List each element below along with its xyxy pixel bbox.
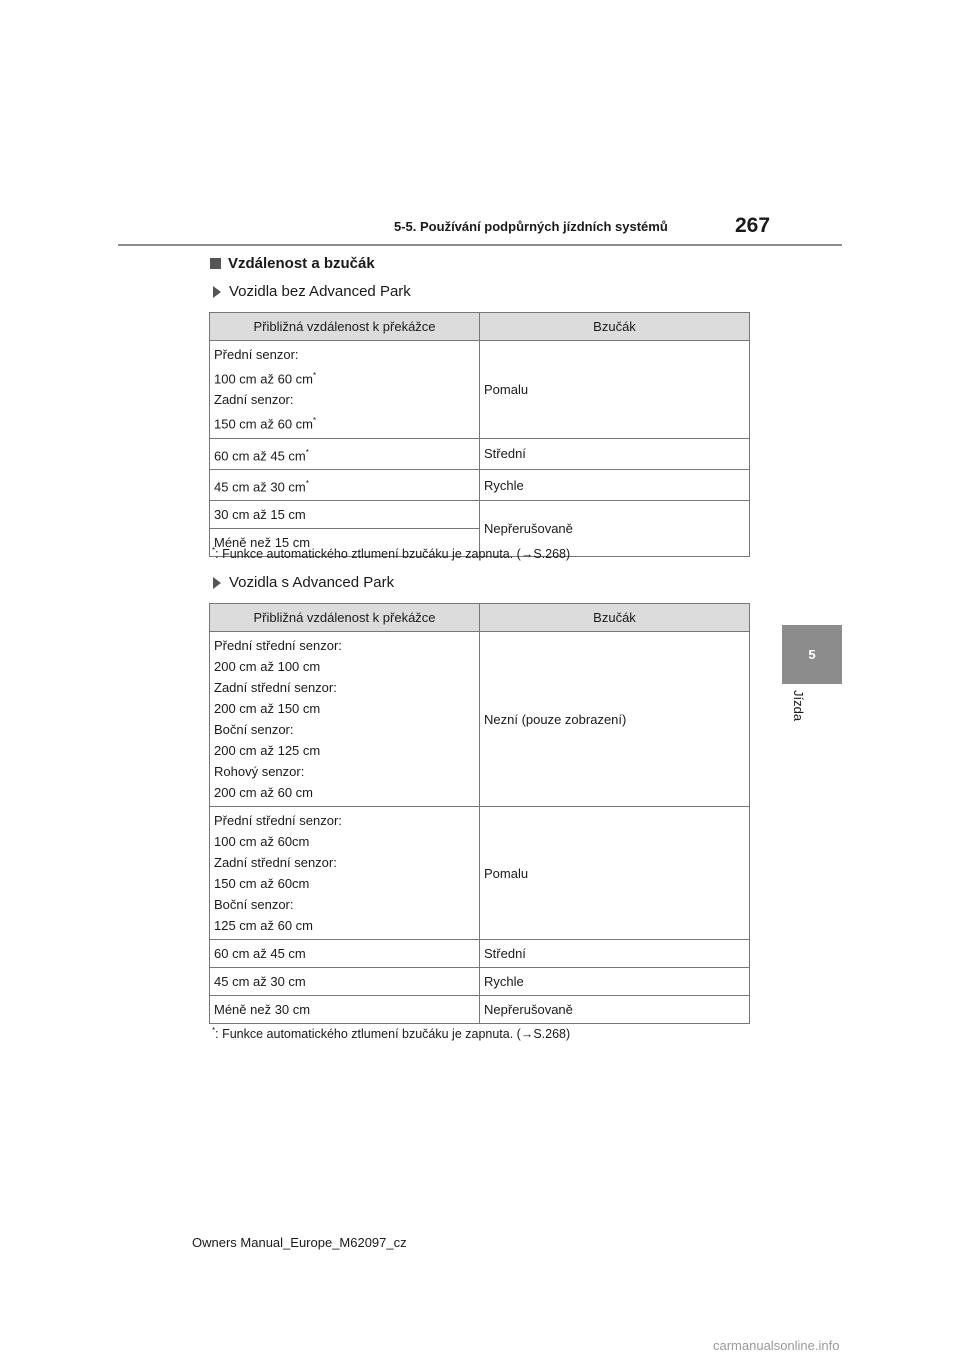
subheading-table1-text: Vozidla bez Advanced Park bbox=[229, 283, 411, 300]
buzzer-cell: Rychle bbox=[480, 469, 750, 500]
cell-line: Boční senzor: bbox=[214, 897, 294, 912]
section-heading-text: Vzdálenost a bzučák bbox=[228, 255, 375, 272]
col-header-buzzer: Bzučák bbox=[480, 604, 750, 632]
cell-line: Zadní střední senzor: bbox=[214, 680, 337, 695]
distance-table-1 bbox=[209, 312, 750, 557]
buzzer-cell: Nepřerušovaně bbox=[480, 501, 750, 557]
cell-line: 125 cm až 60 cm bbox=[214, 918, 313, 933]
distance-cell: 30 cm až 15 cm bbox=[210, 501, 480, 529]
buzzer-cell: Střední bbox=[480, 438, 750, 469]
cell-line: 150 cm až 60cm bbox=[214, 876, 310, 891]
distance-cell: 45 cm až 30 cm* bbox=[210, 469, 480, 500]
buzzer-cell: Pomalu bbox=[480, 341, 750, 439]
cell-line: 100 cm až 60cm bbox=[214, 834, 310, 849]
distance-cell bbox=[210, 807, 480, 940]
watermark: carmanualsonline.info bbox=[713, 1338, 840, 1353]
footnote-mark: * bbox=[305, 447, 309, 457]
cell-line: Rohový senzor: bbox=[214, 764, 305, 779]
table-row bbox=[210, 996, 750, 1024]
buzzer-cell: Nezní (pouze zobrazení) bbox=[480, 632, 750, 807]
section-title: 5-5. Používání podpůrných jízdních systémů bbox=[394, 219, 668, 234]
distance-cell: Méně než 30 cm bbox=[210, 996, 480, 1024]
table-row bbox=[210, 341, 750, 439]
col-header-distance: Přibližná vzdálenost k překážce bbox=[210, 313, 480, 341]
page-number: 267 bbox=[735, 214, 771, 237]
buzzer-cell: Střední bbox=[480, 940, 750, 968]
chapter-label: Jízda bbox=[791, 690, 806, 722]
table-row bbox=[210, 438, 750, 469]
cell-line: Zadní senzor: bbox=[214, 392, 294, 408]
cell-line: 100 cm až 60 cm* bbox=[214, 371, 317, 387]
footnote-mark: * bbox=[313, 416, 317, 426]
table-row bbox=[210, 501, 750, 529]
footnote-table2: *: Funkce automatického ztlumení bzučáku je zapnuta. (→S.268) bbox=[212, 1026, 571, 1042]
chapter-tab bbox=[782, 625, 842, 684]
distance-cell: 60 cm až 45 cm* bbox=[210, 438, 480, 469]
subheading-table1 bbox=[213, 283, 411, 300]
footnote-mark: * bbox=[313, 371, 317, 380]
cell-line: 200 cm až 150 cm bbox=[214, 701, 321, 716]
table-row bbox=[210, 940, 750, 968]
cell-line: Přední střední senzor: bbox=[214, 813, 342, 828]
cell-line: 200 cm až 125 cm bbox=[214, 743, 321, 758]
header-rule bbox=[118, 244, 842, 246]
subheading-table2 bbox=[213, 574, 394, 591]
table-row bbox=[210, 632, 750, 807]
cell-line: 200 cm až 60 cm bbox=[214, 785, 313, 800]
col-header-distance: Přibližná vzdálenost k překážce bbox=[210, 604, 480, 632]
square-bullet-icon bbox=[210, 258, 221, 269]
distance-cell: Méně než 15 cm bbox=[210, 529, 480, 557]
distance-cell: 45 cm až 30 cm bbox=[210, 968, 480, 996]
distance-cell bbox=[210, 341, 480, 439]
col-header-buzzer: Bzučák bbox=[480, 313, 750, 341]
triangle-bullet-icon bbox=[213, 577, 221, 589]
cell-line: Boční senzor: bbox=[214, 722, 294, 737]
table-row bbox=[210, 807, 750, 940]
buzzer-cell: Nepřerušovaně bbox=[480, 996, 750, 1024]
section-heading bbox=[210, 255, 375, 272]
triangle-bullet-icon bbox=[213, 286, 221, 298]
subheading-table2-text: Vozidla s Advanced Park bbox=[229, 574, 395, 591]
distance-cell bbox=[210, 632, 480, 807]
table-row bbox=[210, 469, 750, 500]
footnote-mark: * bbox=[305, 478, 309, 488]
footnote-table1: *: Funkce automatického ztlumení bzučáku je zapnuta. (→S.268) bbox=[212, 546, 571, 562]
table-header-row bbox=[210, 604, 750, 632]
distance-table-2 bbox=[209, 603, 750, 1024]
table-row bbox=[210, 968, 750, 996]
chapter-number: 5 bbox=[808, 647, 816, 662]
cell-line: Přední střední senzor: bbox=[214, 638, 342, 653]
manual-id: Owners Manual_Europe_M62097_cz bbox=[192, 1235, 407, 1250]
buzzer-cell: Rychle bbox=[480, 968, 750, 996]
cell-line: 200 cm až 100 cm bbox=[214, 659, 321, 674]
buzzer-cell: Pomalu bbox=[480, 807, 750, 940]
cell-line: Zadní střední senzor: bbox=[214, 855, 337, 870]
cell-line: Přední senzor: bbox=[214, 347, 299, 362]
table-header-row bbox=[210, 313, 750, 341]
distance-cell: 60 cm až 45 cm bbox=[210, 940, 480, 968]
cell-line: 150 cm až 60 cm* bbox=[214, 416, 317, 432]
